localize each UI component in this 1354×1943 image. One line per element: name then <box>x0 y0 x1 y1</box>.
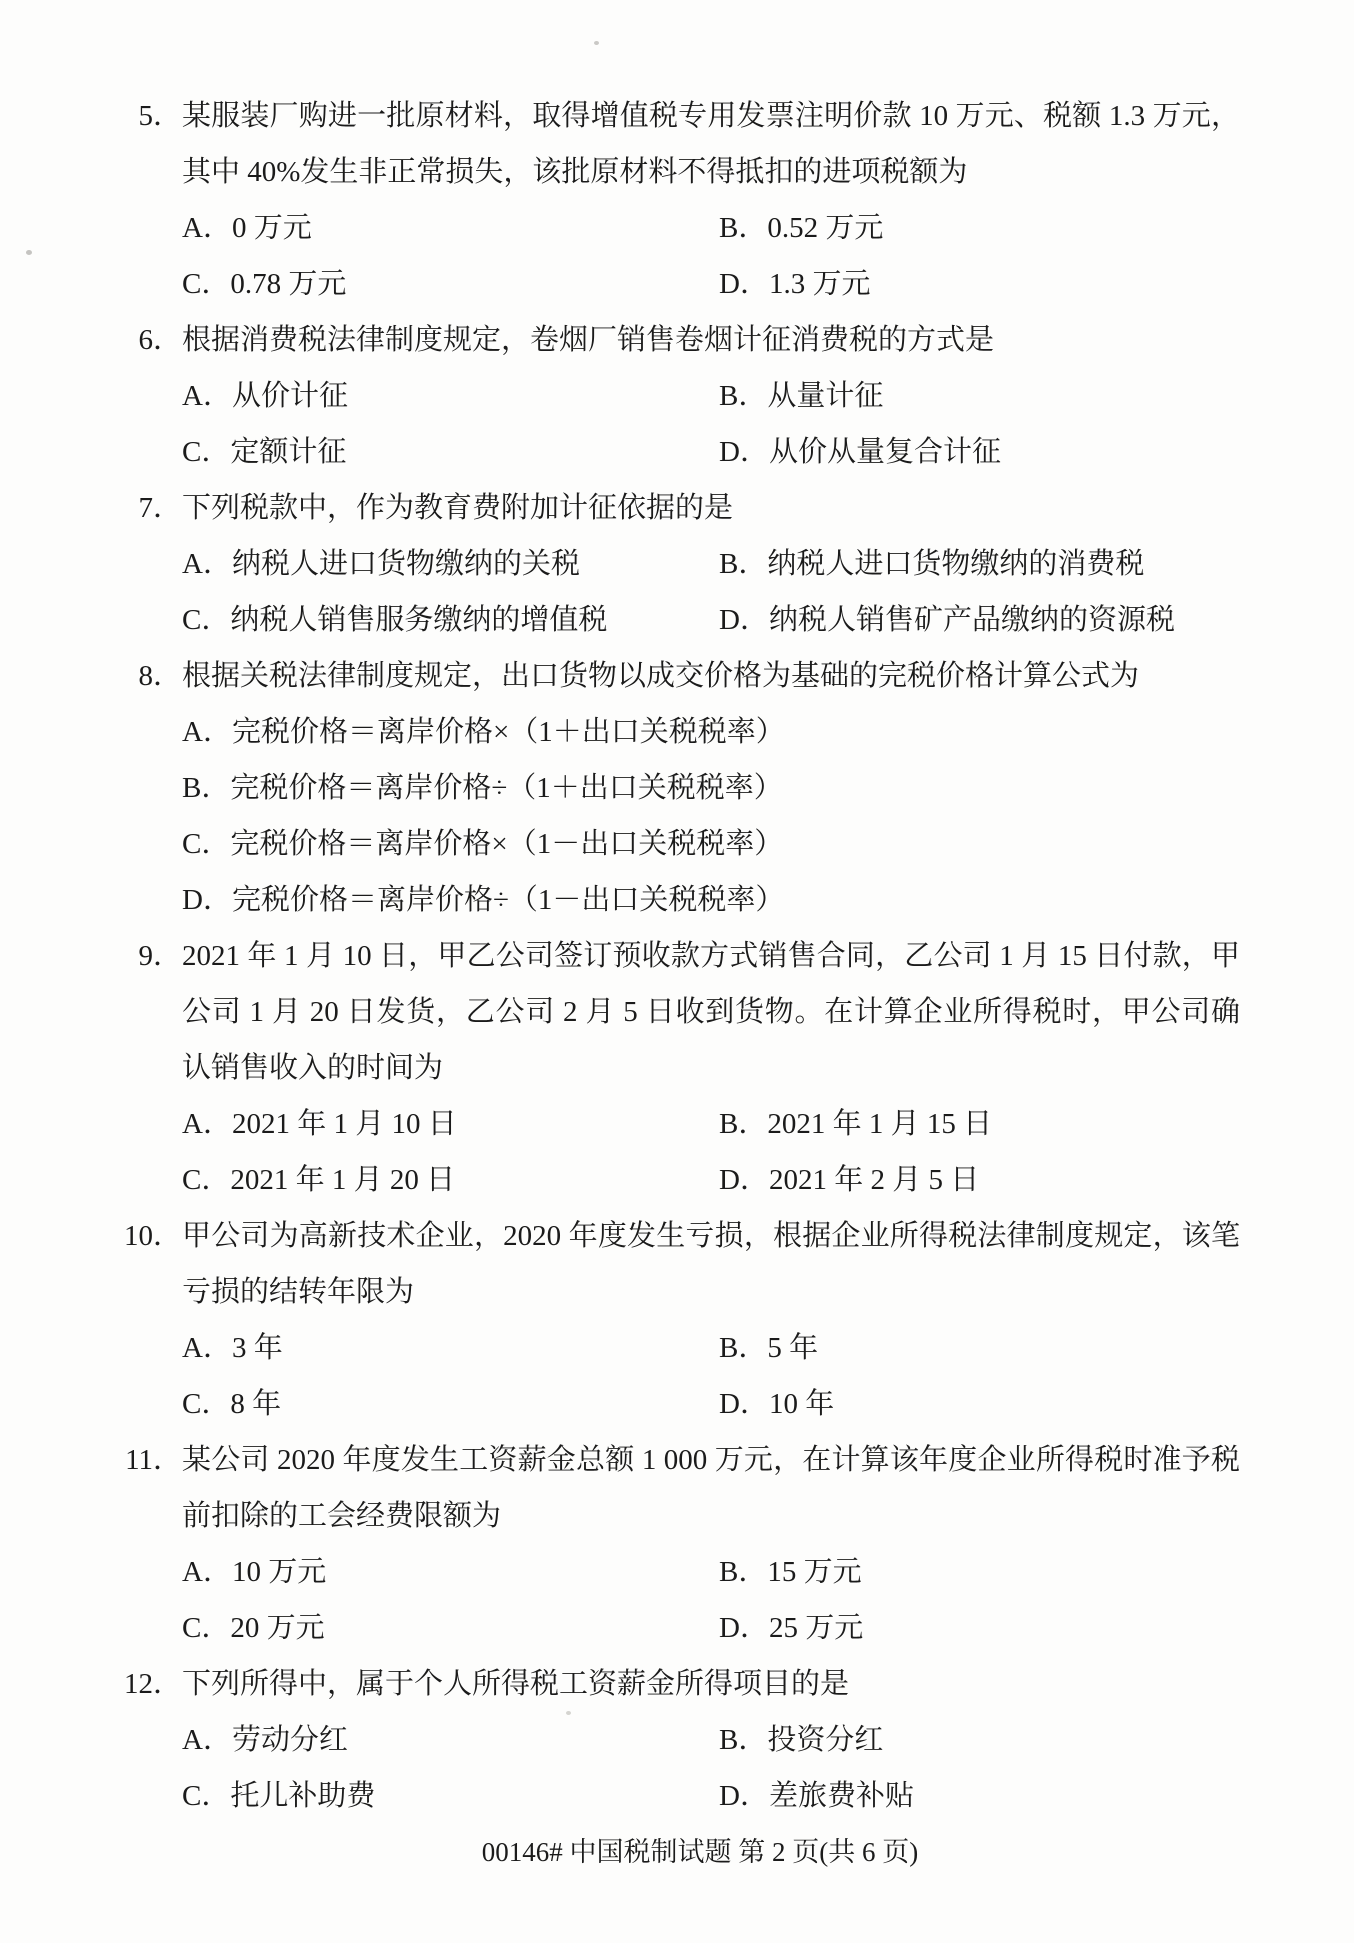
option-label: B． <box>182 772 231 804</box>
question-line <box>120 312 1240 368</box>
option-label: D． <box>719 604 769 636</box>
option-text: 从量计征 <box>767 380 884 412</box>
option-text: 1.3 万元 <box>768 268 871 300</box>
option-b <box>719 536 1240 592</box>
question-text-line: 某服装厂购进一批原材料，取得增值税专用发票注明价款 10 万元、税额 1.3 万元， <box>182 100 1240 132</box>
question-text-line: 公司 1 月 20 日发货，乙公司 2 月 5 日收到货物。在计算企业所得税时，甲公司确 <box>182 996 1240 1028</box>
question-11 <box>120 1432 1240 1656</box>
option-d <box>719 256 1240 312</box>
option-label: B． <box>719 1724 768 1756</box>
option-c <box>182 256 719 312</box>
option-b <box>719 1096 1240 1152</box>
option-text: 从价从量复合计征 <box>768 436 1001 468</box>
option-c <box>182 1600 719 1656</box>
option-label: C． <box>182 604 231 636</box>
option-label: A． <box>182 716 232 748</box>
option-label: B． <box>719 548 768 580</box>
indent-spacer <box>120 984 182 1040</box>
question-text-line: 甲公司为高新技术企业，2020 年度发生亏损，根据企业所得税法律制度规定，该笔 <box>182 1220 1240 1252</box>
option-text: 定额计征 <box>230 436 347 468</box>
option-text: 完税价格＝离岸价格÷（1－出口关税税率） <box>231 884 785 916</box>
options-grid <box>182 368 1240 480</box>
option-label: A． <box>182 1724 232 1756</box>
question-9 <box>120 928 1240 1208</box>
option-a <box>182 1544 719 1600</box>
option-label: B． <box>719 1108 768 1140</box>
option-a <box>182 1320 719 1376</box>
indent-spacer <box>120 144 182 200</box>
indent-spacer <box>120 1040 182 1096</box>
question-12 <box>120 1656 1240 1824</box>
option-label: B． <box>719 1332 768 1364</box>
option-c <box>182 1768 719 1824</box>
option-text: 0.52 万元 <box>767 212 884 244</box>
option-label: B． <box>719 212 768 244</box>
option-a <box>182 368 719 424</box>
option-a <box>182 704 1240 760</box>
option-text: 3 年 <box>231 1332 283 1364</box>
option-text: 2021 年 1 月 15 日 <box>767 1108 993 1140</box>
option-c <box>182 592 719 648</box>
option-text: 0 万元 <box>231 212 312 244</box>
indent-spacer <box>120 1264 182 1320</box>
option-text: 10 万元 <box>231 1556 327 1588</box>
option-text: 托儿补助费 <box>230 1780 376 1812</box>
question-text-line: 认销售收入的时间为 <box>182 1052 444 1084</box>
option-d <box>719 424 1240 480</box>
option-text: 15 万元 <box>767 1556 862 1588</box>
question-line <box>120 1432 1240 1488</box>
options-grid <box>182 1712 1240 1824</box>
scan-speck <box>566 1711 571 1715</box>
question-text-line: 2021 年 1 月 10 日，甲乙公司签订预收款方式销售合同，乙公司 1 月 15 日付款，甲 <box>182 940 1240 972</box>
option-text: 纳税人销售矿产品缴纳的资源税 <box>768 604 1175 636</box>
question-number: 10． <box>123 1220 182 1252</box>
question-6 <box>120 312 1240 480</box>
option-label: C． <box>182 268 231 300</box>
page-footer: 00146# 中国税制试题 第 2 页(共 6 页) <box>481 1837 919 1867</box>
option-text: 完税价格＝离岸价格×（1－出口关税税率） <box>230 828 784 860</box>
question-line <box>120 144 1240 200</box>
option-text: 2021 年 1 月 20 日 <box>230 1164 456 1196</box>
option-b <box>719 1712 1240 1768</box>
option-d <box>182 872 1240 928</box>
question-text-line: 某公司 2020 年度发生工资薪金总额 1 000 万元，在计算该年度企业所得税时准予税 <box>182 1444 1240 1476</box>
option-label: A． <box>182 380 232 412</box>
question-number: 8． <box>138 660 182 692</box>
option-label: C． <box>182 828 231 860</box>
options-grid <box>182 1096 1240 1208</box>
option-d <box>719 1600 1240 1656</box>
question-number: 6． <box>138 324 182 356</box>
question-number: 9． <box>138 940 182 972</box>
question-text-line: 根据消费税法律制度规定，卷烟厂销售卷烟计征消费税的方式是 <box>182 324 995 356</box>
option-label: D． <box>182 884 232 916</box>
question-line <box>120 984 1240 1040</box>
option-label: D． <box>719 1780 769 1812</box>
indent-spacer <box>120 1488 182 1544</box>
option-text: 20 万元 <box>230 1612 325 1644</box>
option-text: 8 年 <box>230 1388 282 1420</box>
question-line <box>120 480 1240 536</box>
question-text-line: 根据关税法律制度规定，出口货物以成交价格为基础的完税价格计算公式为 <box>182 660 1140 692</box>
option-label: A． <box>182 1108 232 1140</box>
option-a <box>182 1712 719 1768</box>
question-5 <box>120 88 1240 312</box>
option-label: C． <box>182 436 231 468</box>
question-line <box>120 1488 1240 1544</box>
question-text-line: 亏损的结转年限为 <box>182 1276 415 1308</box>
option-d <box>719 592 1240 648</box>
option-b <box>719 1320 1240 1376</box>
options-grid <box>182 1544 1240 1656</box>
option-d <box>719 1768 1240 1824</box>
option-text: 0.78 万元 <box>230 268 347 300</box>
option-text: 2021 年 2 月 5 日 <box>768 1164 980 1196</box>
option-label: A． <box>182 212 232 244</box>
question-line <box>120 1656 1240 1712</box>
option-d <box>719 1152 1240 1208</box>
option-label: D． <box>719 436 769 468</box>
option-text: 纳税人销售服务缴纳的增值税 <box>230 604 608 636</box>
option-text: 劳动分红 <box>231 1724 348 1756</box>
option-label: A． <box>182 548 232 580</box>
question-7 <box>120 480 1240 648</box>
scan-speck <box>26 250 32 255</box>
option-text: 5 年 <box>767 1332 819 1364</box>
options-grid <box>182 536 1240 648</box>
option-label: D． <box>719 1164 769 1196</box>
option-c <box>182 424 719 480</box>
question-text-line: 下列税款中，作为教育费附加计征依据的是 <box>182 492 734 524</box>
question-line <box>120 1208 1240 1264</box>
question-line <box>120 1040 1240 1096</box>
question-10 <box>120 1208 1240 1432</box>
question-number: 12． <box>123 1668 182 1700</box>
option-a <box>182 536 719 592</box>
option-d <box>719 1376 1240 1432</box>
option-b <box>719 368 1240 424</box>
question-text-line: 前扣除的工会经费限额为 <box>182 1500 502 1532</box>
option-text: 2021 年 1 月 10 日 <box>231 1108 457 1140</box>
option-text: 25 万元 <box>768 1612 864 1644</box>
option-label: D． <box>719 268 769 300</box>
option-label: C． <box>182 1164 231 1196</box>
option-label: D． <box>719 1612 769 1644</box>
option-b <box>182 760 1240 816</box>
question-number: 5． <box>138 100 182 132</box>
question-line <box>120 88 1240 144</box>
options-list <box>182 704 1240 928</box>
option-label: A． <box>182 1556 232 1588</box>
option-text: 10 年 <box>768 1388 835 1420</box>
question-line <box>120 928 1240 984</box>
option-text: 纳税人进口货物缴纳的关税 <box>231 548 580 580</box>
options-grid <box>182 200 1240 312</box>
option-b <box>719 200 1240 256</box>
option-label: A． <box>182 1332 232 1364</box>
option-c <box>182 1152 719 1208</box>
scan-speck <box>594 41 599 45</box>
option-label: C． <box>182 1388 231 1420</box>
option-text: 完税价格＝离岸价格÷（1＋出口关税税率） <box>230 772 783 804</box>
option-text: 投资分红 <box>767 1724 884 1756</box>
options-grid <box>182 1320 1240 1432</box>
question-line <box>120 1264 1240 1320</box>
option-c <box>182 816 1240 872</box>
option-a <box>182 200 719 256</box>
question-number: 11． <box>125 1444 182 1476</box>
option-text: 从价计征 <box>231 380 348 412</box>
option-c <box>182 1376 719 1432</box>
question-text-line: 下列所得中，属于个人所得税工资薪金所得项目的是 <box>182 1668 850 1700</box>
option-b <box>719 1544 1240 1600</box>
option-label: B． <box>719 380 768 412</box>
question-8 <box>120 648 1240 928</box>
option-text: 差旅费补贴 <box>768 1780 914 1812</box>
option-text: 纳税人进口货物缴纳的消费税 <box>767 548 1145 580</box>
option-label: D． <box>719 1388 769 1420</box>
question-number: 7． <box>138 492 182 524</box>
option-label: C． <box>182 1612 231 1644</box>
question-text-line: 其中 40%发生非正常损失，该批原材料不得抵扣的进项税额为 <box>182 156 968 188</box>
option-label: C． <box>182 1780 231 1812</box>
option-label: B． <box>719 1556 768 1588</box>
option-text: 完税价格＝离岸价格×（1＋出口关税税率） <box>231 716 785 748</box>
question-line <box>120 648 1240 704</box>
option-a <box>182 1096 719 1152</box>
